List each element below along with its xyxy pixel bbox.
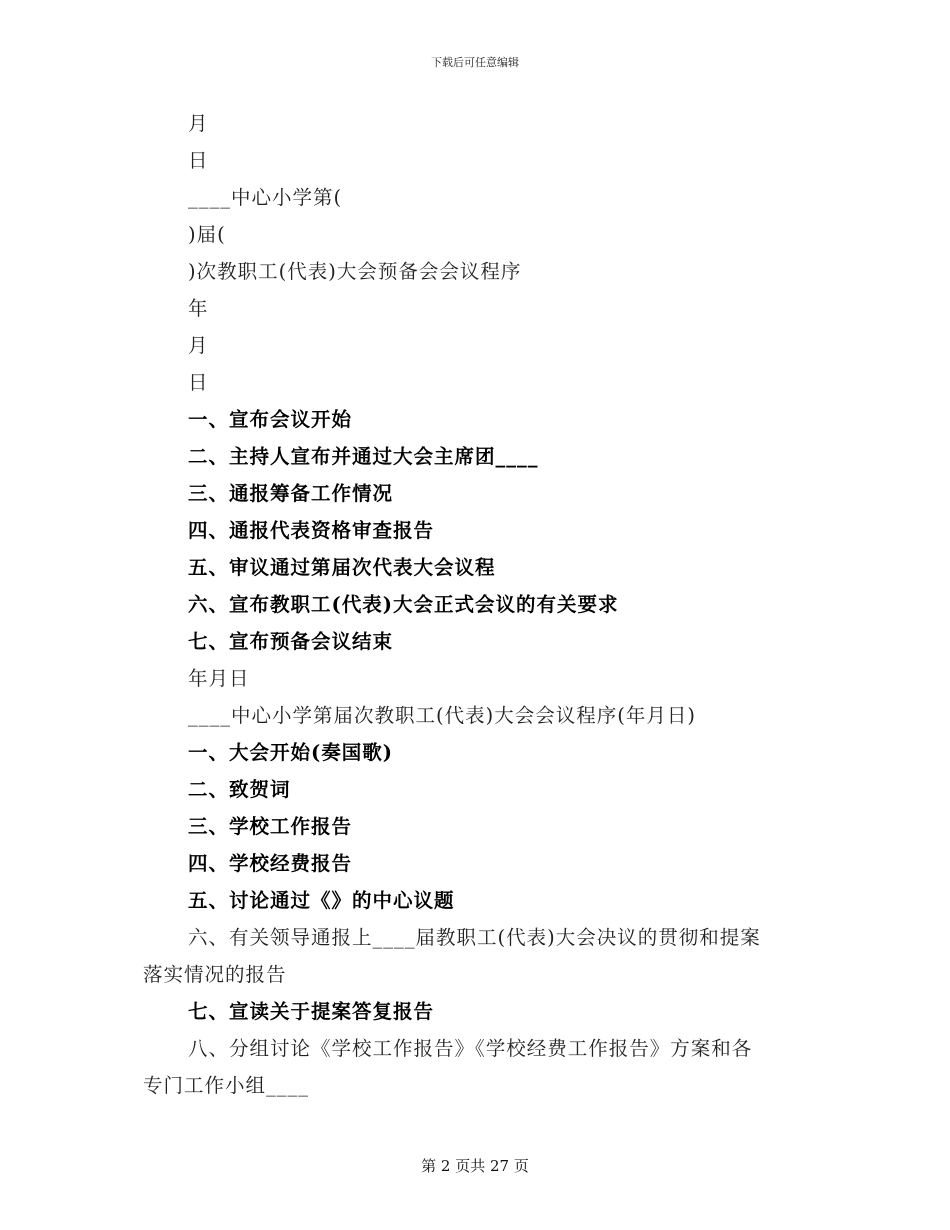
agenda-item: 四、学校经费报告 (188, 852, 353, 875)
agenda-item: 一、大会开始(奏国歌) (188, 741, 393, 764)
agenda-item-continuation: 专门工作小组____ (143, 1074, 310, 1097)
paragraph: 月 (188, 334, 209, 357)
paragraph: )届( (188, 223, 226, 246)
agenda-item: 三、通报筹备工作情况 (188, 482, 394, 505)
paragraph: ____中心小学第( (188, 186, 343, 209)
agenda-item: 二、致贺词 (188, 778, 291, 801)
paragraph: 月 (188, 112, 209, 135)
agenda-item: 五、讨论通过《》的中心议题 (188, 889, 455, 912)
agenda-item: 六、有关领导通报上____届教职工(代表)大会决议的贯彻和提案 (188, 926, 761, 949)
page-header: 下载后可任意编辑 (431, 56, 519, 69)
agenda-item-continuation: 落实情况的报告 (143, 963, 287, 986)
section-title: ____中心小学第届次教职工(代表)大会会议程序(年月日) (188, 704, 696, 727)
paragraph: 日 (188, 149, 209, 172)
paragraph: 年月日 (188, 667, 250, 690)
document-body (143, 105, 803, 1104)
paragraph: 日 (188, 371, 209, 394)
agenda-item: 七、宣布预备会议结束 (188, 630, 394, 653)
agenda-item: 一、宣布会议开始 (188, 408, 353, 431)
page-footer: 第 2 页共 27 页 (421, 1157, 529, 1175)
agenda-item: 三、学校工作报告 (188, 815, 353, 838)
agenda-item: 七、宣读关于提案答复报告 (188, 1000, 435, 1023)
paragraph: )次教职工(代表)大会预备会会议程序 (188, 260, 522, 283)
paragraph: 年 (188, 297, 209, 320)
agenda-item: 六、宣布教职工(代表)大会正式会议的有关要求 (188, 593, 619, 616)
agenda-item: 二、主持人宣布并通过大会主席团____ (188, 445, 539, 468)
agenda-item: 五、审议通过第届次代表大会议程 (188, 556, 496, 579)
agenda-item: 八、分组讨论《学校工作报告》《学校经费工作报告》方案和各 (188, 1037, 753, 1060)
agenda-item: 四、通报代表资格审查报告 (188, 519, 435, 542)
